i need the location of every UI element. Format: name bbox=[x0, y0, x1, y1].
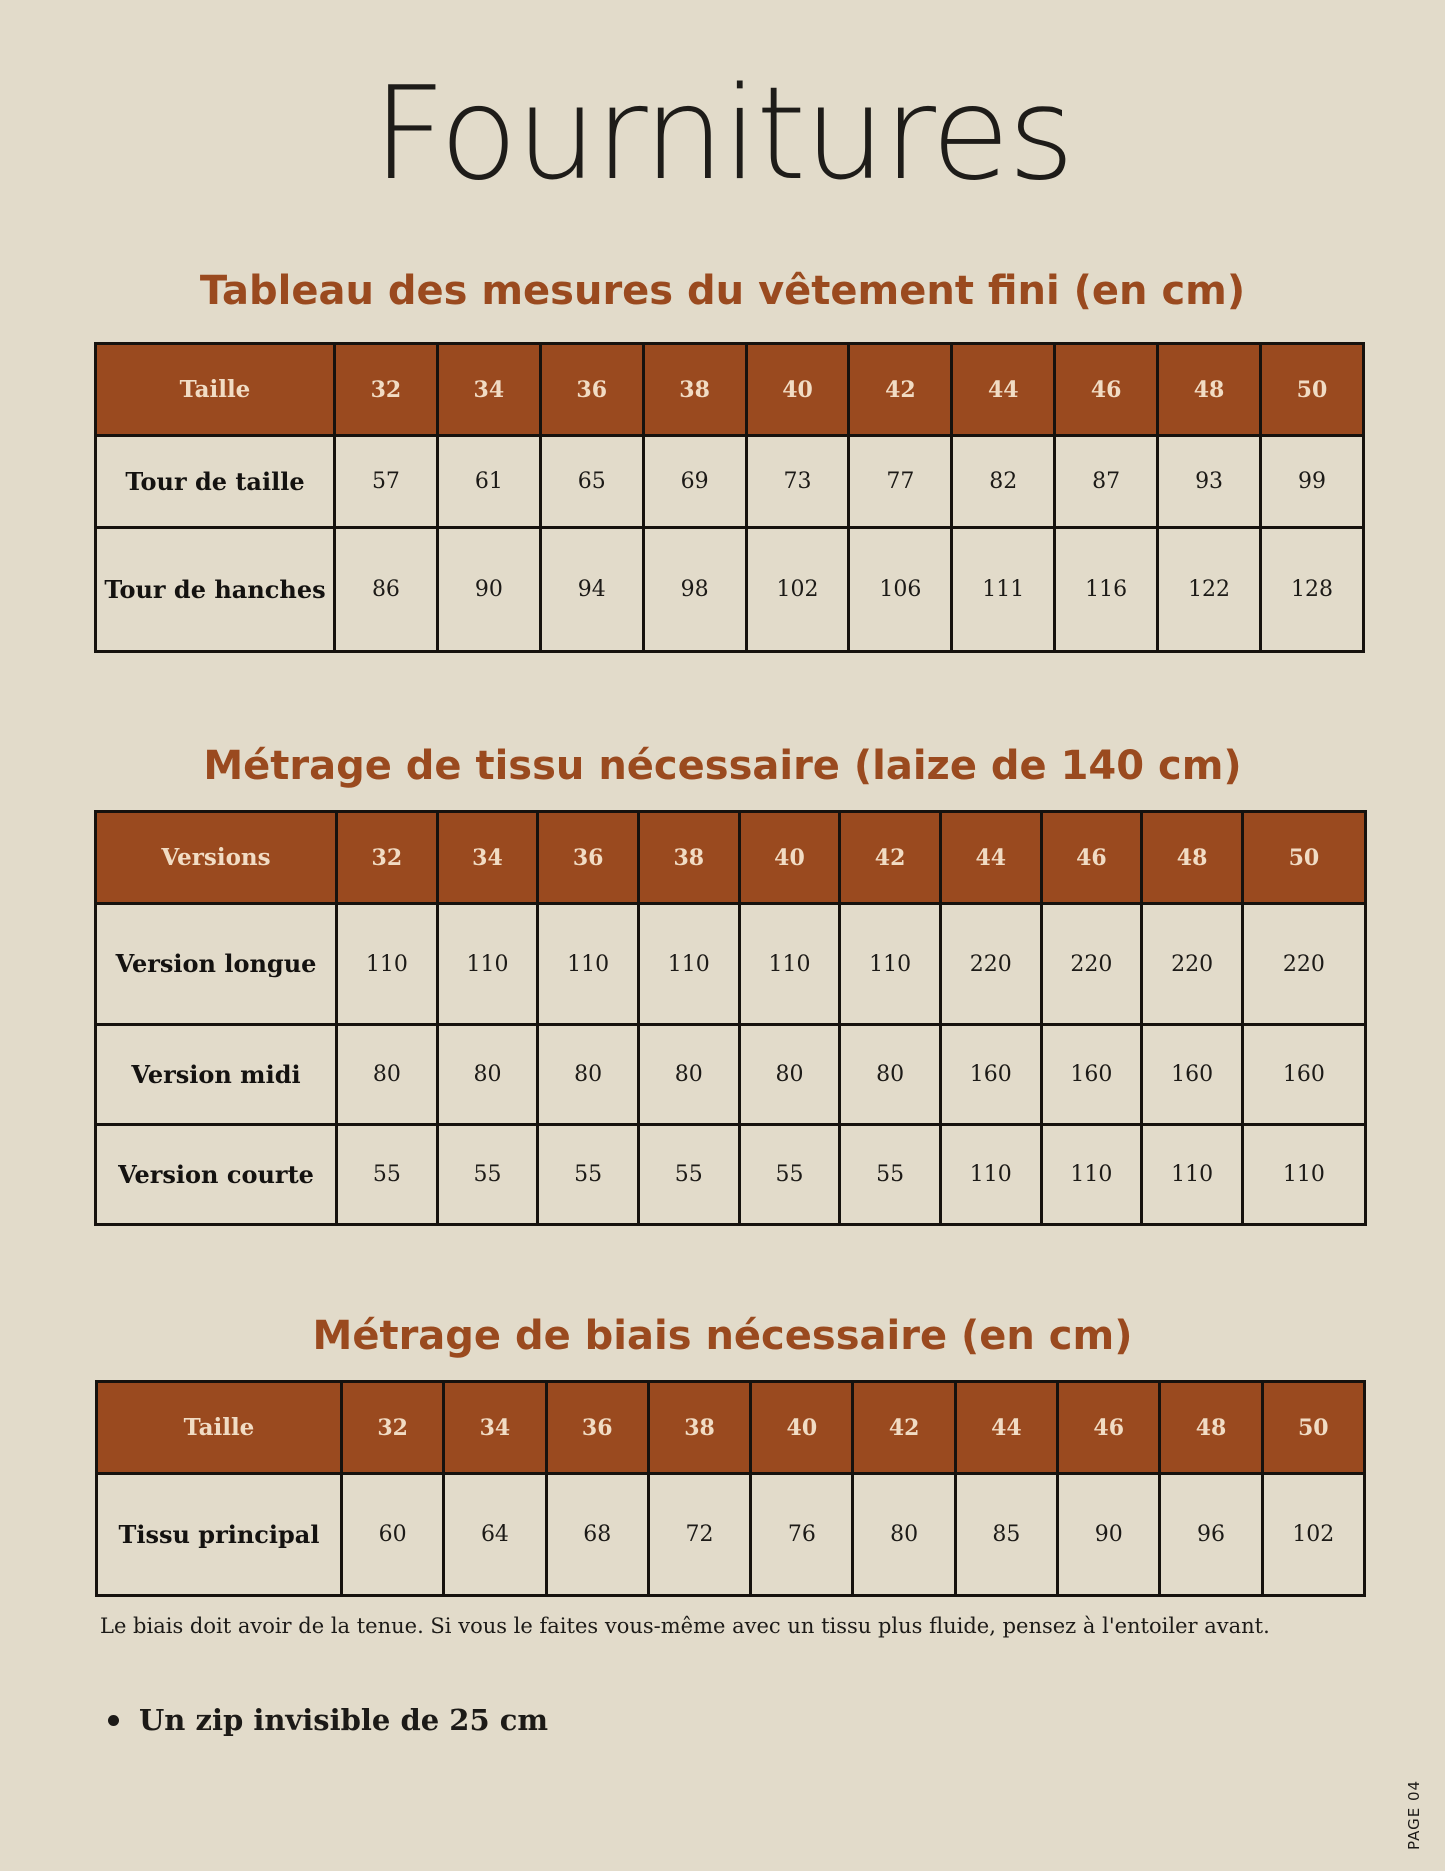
row-label: Version longue bbox=[96, 904, 337, 1025]
table-cell: 102 bbox=[1262, 1474, 1364, 1596]
size-header: 42 bbox=[840, 812, 941, 904]
table-cell: 80 bbox=[840, 1025, 941, 1125]
row-label: Tour de hanches bbox=[96, 528, 335, 652]
table-cell: 110 bbox=[337, 904, 438, 1025]
table-cell: 110 bbox=[638, 904, 739, 1025]
table-cell: 110 bbox=[538, 904, 639, 1025]
table-cell: 160 bbox=[1041, 1025, 1142, 1125]
table-cell: 77 bbox=[849, 436, 952, 528]
table-cell: 80 bbox=[853, 1474, 955, 1596]
table-cell: 99 bbox=[1261, 436, 1364, 528]
table-cell: 94 bbox=[540, 528, 643, 652]
table-cell: 160 bbox=[1242, 1025, 1365, 1125]
table-header-row bbox=[96, 812, 1366, 904]
table-cell: 110 bbox=[1242, 1125, 1365, 1225]
row-label: Tour de taille bbox=[96, 436, 335, 528]
size-header: 42 bbox=[853, 1382, 955, 1474]
table-cell: 80 bbox=[337, 1025, 438, 1125]
table-cell: 55 bbox=[437, 1125, 538, 1225]
table-cell: 111 bbox=[952, 528, 1055, 652]
size-header: 34 bbox=[437, 812, 538, 904]
size-header: 48 bbox=[1160, 1382, 1262, 1474]
fabric-yardage-heading: Métrage de tissu nécessaire (laize de 140 cm) bbox=[203, 743, 1242, 789]
size-header: 40 bbox=[739, 812, 840, 904]
header-label: Taille bbox=[97, 1382, 342, 1474]
row-label: Version midi bbox=[96, 1025, 337, 1125]
table-cell: 160 bbox=[940, 1025, 1041, 1125]
page-title: Fournitures bbox=[372, 60, 1073, 209]
table-cell: 55 bbox=[840, 1125, 941, 1225]
table-cell: 76 bbox=[751, 1474, 853, 1596]
table-cell: 110 bbox=[1041, 1125, 1142, 1225]
size-header: 48 bbox=[1158, 344, 1261, 436]
size-header: 32 bbox=[337, 812, 438, 904]
size-header: 38 bbox=[643, 344, 746, 436]
table-cell: 220 bbox=[1041, 904, 1142, 1025]
table-cell: 55 bbox=[337, 1125, 438, 1225]
table-cell: 116 bbox=[1055, 528, 1158, 652]
table-cell: 220 bbox=[940, 904, 1041, 1025]
size-header: 50 bbox=[1262, 1382, 1364, 1474]
size-header: 36 bbox=[538, 812, 639, 904]
table-cell: 98 bbox=[643, 528, 746, 652]
header-label: Taille bbox=[96, 344, 335, 436]
finished-measurements-heading: Tableau des mesures du vêtement fini (en cm) bbox=[199, 268, 1246, 314]
size-header: 44 bbox=[952, 344, 1055, 436]
size-header: 46 bbox=[1041, 812, 1142, 904]
size-header: 34 bbox=[437, 344, 540, 436]
size-header: 42 bbox=[849, 344, 952, 436]
size-header: 32 bbox=[335, 344, 438, 436]
table-cell: 85 bbox=[955, 1474, 1057, 1596]
table-cell: 72 bbox=[648, 1474, 750, 1596]
table-header-row bbox=[96, 344, 1364, 436]
table-cell: 68 bbox=[546, 1474, 648, 1596]
table-cell: 80 bbox=[437, 1025, 538, 1125]
size-header: 50 bbox=[1242, 812, 1365, 904]
table-cell: 64 bbox=[444, 1474, 546, 1596]
table-cell: 110 bbox=[1142, 1125, 1243, 1225]
size-header: 32 bbox=[342, 1382, 444, 1474]
table-cell: 80 bbox=[638, 1025, 739, 1125]
table-cell: 86 bbox=[335, 528, 438, 652]
table-cell: 106 bbox=[849, 528, 952, 652]
page-number: PAGE 04 bbox=[1405, 1779, 1423, 1850]
size-header: 36 bbox=[540, 344, 643, 436]
table-cell: 65 bbox=[540, 436, 643, 528]
table-row bbox=[96, 904, 1366, 1025]
table-cell: 110 bbox=[940, 1125, 1041, 1225]
bias-note: Le biais doit avoir de la tenue. Si vous le faites vous-même avec un tissu plus fluide, pensez à l'entoiler avant. bbox=[100, 1614, 1270, 1638]
header-label: Versions bbox=[96, 812, 337, 904]
table-cell: 73 bbox=[746, 436, 849, 528]
table-row bbox=[96, 1025, 1366, 1125]
size-header: 38 bbox=[638, 812, 739, 904]
bias-yardage-heading: Métrage de biais nécessaire (en cm) bbox=[312, 1313, 1133, 1359]
table-cell: 90 bbox=[437, 528, 540, 652]
table-cell: 90 bbox=[1058, 1474, 1160, 1596]
row-label: Tissu principal bbox=[97, 1474, 342, 1596]
table-cell: 110 bbox=[437, 904, 538, 1025]
table-cell: 93 bbox=[1158, 436, 1261, 528]
size-header: 44 bbox=[940, 812, 1041, 904]
finished-measurements-table bbox=[94, 342, 1365, 653]
bias-yardage-table bbox=[95, 1380, 1366, 1597]
table-row bbox=[96, 436, 1364, 528]
row-label: Version courte bbox=[96, 1125, 337, 1225]
table-cell: 128 bbox=[1261, 528, 1364, 652]
table-cell: 110 bbox=[840, 904, 941, 1025]
size-header: 46 bbox=[1058, 1382, 1160, 1474]
table-cell: 110 bbox=[739, 904, 840, 1025]
table-cell: 122 bbox=[1158, 528, 1261, 652]
supply-item-text: Un zip invisible de 25 cm bbox=[139, 1703, 549, 1737]
table-cell: 87 bbox=[1055, 436, 1158, 528]
table-cell: 160 bbox=[1142, 1025, 1243, 1125]
table-cell: 55 bbox=[638, 1125, 739, 1225]
table-cell: 55 bbox=[739, 1125, 840, 1225]
table-cell: 55 bbox=[538, 1125, 639, 1225]
table-cell: 80 bbox=[538, 1025, 639, 1125]
size-header: 50 bbox=[1261, 344, 1364, 436]
fabric-yardage-table bbox=[94, 810, 1367, 1226]
table-cell: 61 bbox=[437, 436, 540, 528]
table-cell: 96 bbox=[1160, 1474, 1262, 1596]
table-cell: 82 bbox=[952, 436, 1055, 528]
bullet-dot-icon bbox=[108, 1715, 119, 1726]
table-cell: 220 bbox=[1242, 904, 1365, 1025]
table-cell: 60 bbox=[342, 1474, 444, 1596]
size-header: 48 bbox=[1142, 812, 1243, 904]
table-row bbox=[96, 1125, 1366, 1225]
table-cell: 220 bbox=[1142, 904, 1243, 1025]
table-row bbox=[96, 528, 1364, 652]
table-cell: 80 bbox=[739, 1025, 840, 1125]
table-row bbox=[97, 1474, 1365, 1596]
size-header: 46 bbox=[1055, 344, 1158, 436]
size-header: 44 bbox=[955, 1382, 1057, 1474]
table-cell: 69 bbox=[643, 436, 746, 528]
size-header: 40 bbox=[751, 1382, 853, 1474]
table-header-row bbox=[97, 1382, 1365, 1474]
supply-list-item bbox=[108, 1700, 548, 1740]
table-cell: 57 bbox=[335, 436, 438, 528]
table-cell: 102 bbox=[746, 528, 849, 652]
size-header: 34 bbox=[444, 1382, 546, 1474]
size-header: 36 bbox=[546, 1382, 648, 1474]
size-header: 40 bbox=[746, 344, 849, 436]
size-header: 38 bbox=[648, 1382, 750, 1474]
